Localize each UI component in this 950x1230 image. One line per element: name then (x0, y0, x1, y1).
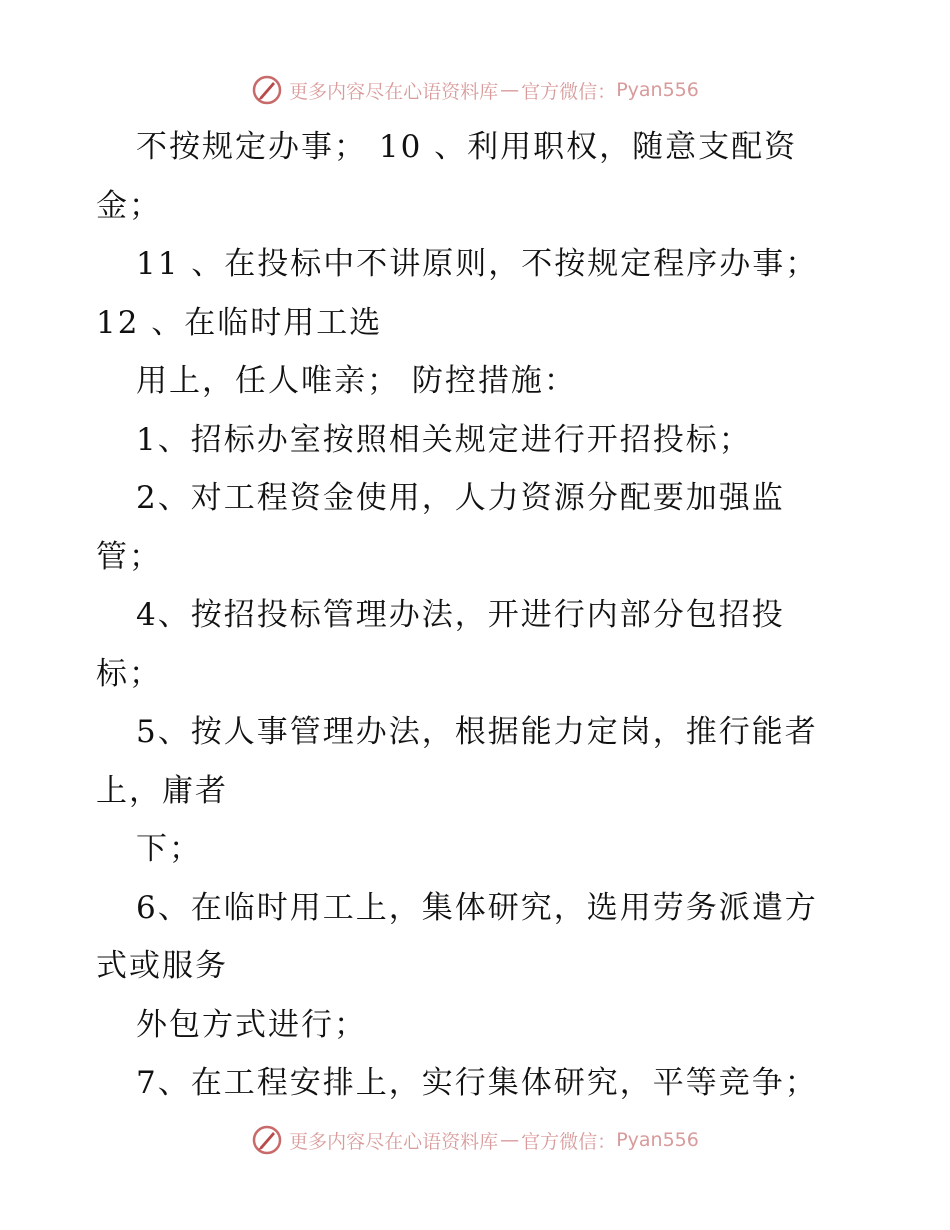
text-line: 外包方式进行； (136, 1006, 367, 1043)
text-line: 2、对工程资金使用，人力资源分配要加强监 (136, 480, 785, 516)
text-line: 1、招标办室按照相关规定进行开招投标； (136, 421, 752, 458)
text-line: 4、按招投标管理办法，开进行内部分包招投 (136, 597, 785, 633)
watermark-wechat-id: Pyan556 (616, 79, 699, 101)
text-line: 金； (96, 187, 162, 224)
text-line: 12 、在临时用工选 (96, 304, 383, 341)
text-line: 5、按人事管理办法，根据能力定岗，推行能者 (136, 714, 818, 750)
header-watermark (0, 70, 950, 110)
text-line: 6、在临时用工上，集体研究，选用劳务派遣方 (136, 889, 818, 926)
footer-watermark (0, 1120, 950, 1160)
watermark-separator: — (500, 1129, 520, 1151)
text-line: 不按规定办事； 10 、利用职权，随意支配资 (136, 129, 798, 165)
watermark-wechat-label: 官方微信： (521, 1130, 617, 1153)
watermark-brand-text: 更多内容尽在心语资料库 (289, 1130, 499, 1153)
document-body (96, 118, 836, 1113)
text-line: 标； (96, 655, 162, 692)
text-line: 用上，任人唯亲； 防控措施： (136, 363, 577, 399)
text-line: 下； (136, 831, 202, 867)
text-line: 式或服务 (96, 948, 228, 984)
text-line: 11 、在投标中不讲原则，不按规定程序办事； (136, 246, 819, 282)
text-line: 管； (96, 538, 162, 575)
watermark-brand-text: 更多内容尽在心语资料库 (289, 80, 499, 103)
red-quill-seal-icon (251, 74, 283, 106)
watermark-wechat-label: 官方微信： (521, 80, 617, 103)
watermark-wechat-id: Pyan556 (616, 1129, 699, 1151)
watermark-separator: — (500, 79, 520, 101)
red-quill-seal-icon (251, 1124, 283, 1156)
text-line: 上，庸者 (96, 772, 228, 809)
text-line: 7、在工程安排上，实行集体研究，平等竞争； (136, 1065, 818, 1101)
